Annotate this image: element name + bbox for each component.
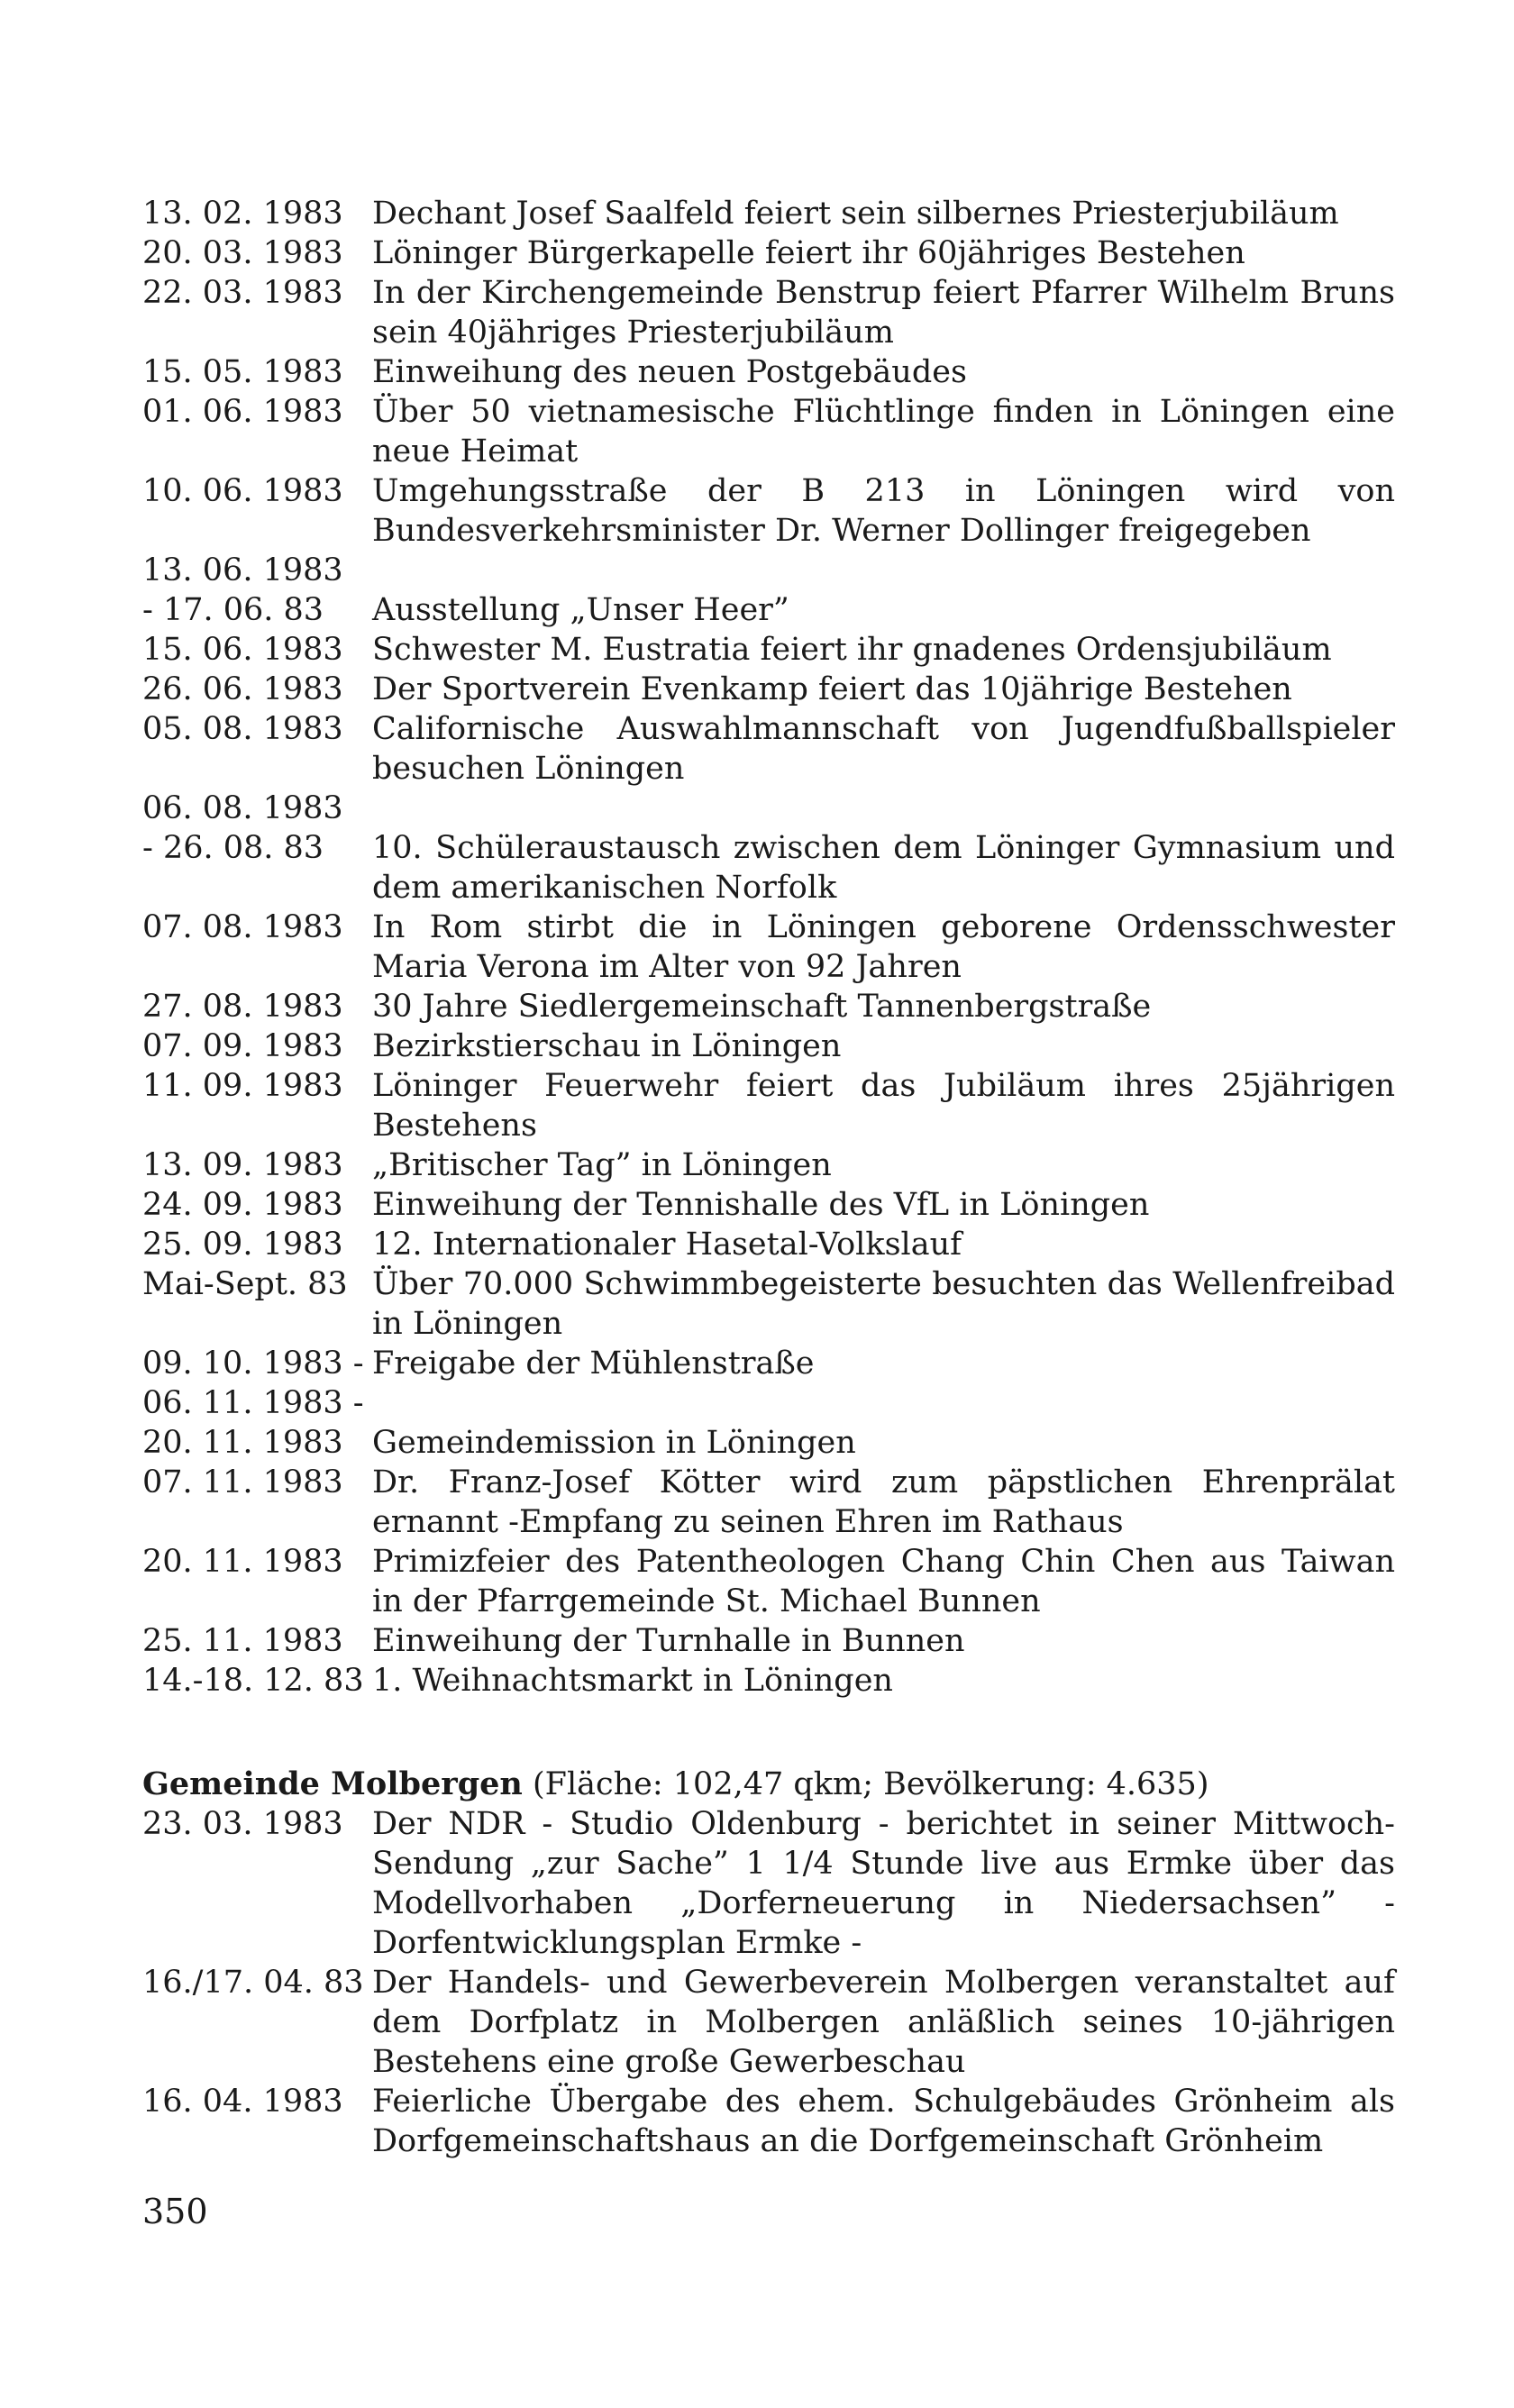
entry-text: Californische Auswahlmannschaft von Jugendfußballspieler besuchen Löningen bbox=[372, 711, 1395, 787]
entry-date: 26. 06. 1983 bbox=[142, 671, 343, 707]
chronicle-entry bbox=[142, 1963, 1395, 2082]
chronicle-entry bbox=[142, 1423, 1395, 1463]
entry-date: 20. 03. 1983 bbox=[142, 235, 343, 271]
entry-date: 07. 08. 1983 bbox=[142, 909, 343, 945]
entry-date: 11. 09. 1983 bbox=[142, 1068, 343, 1104]
entry-date: 15. 06. 1983 bbox=[142, 632, 343, 668]
chronicle-entry bbox=[142, 194, 1395, 233]
entry-text: Dr. Franz-Josef Kötter wird zum päpstlichen Ehrenprälat ernannt -Empfang zu seinen Ehren im Rathaus bbox=[372, 1464, 1395, 1540]
entry-text: Einweihung der Tennishalle des VfL in Löningen bbox=[372, 1187, 1150, 1223]
entry-date: 25. 11. 1983 bbox=[142, 1623, 343, 1659]
entry-date: - 26. 08. 83 bbox=[142, 830, 324, 866]
chronicle-entry bbox=[142, 709, 1395, 789]
chronicle-entry bbox=[142, 2082, 1395, 2161]
chronicle-entry bbox=[142, 551, 1395, 590]
entry-text: Ausstellung „Unser Heer” bbox=[372, 592, 789, 628]
entry-date: 13. 02. 1983 bbox=[142, 196, 343, 232]
entry-text: 1. Weihnachtsmarkt in Löningen bbox=[372, 1663, 893, 1699]
section-heading-molbergen bbox=[142, 1765, 1395, 1804]
entry-date: 13. 06. 1983 bbox=[142, 552, 343, 588]
chronicle-entry bbox=[142, 1344, 1395, 1383]
section-heading-title: Gemeinde Molbergen bbox=[142, 1765, 523, 1802]
entry-date: 27. 08. 1983 bbox=[142, 989, 343, 1025]
chronicle-entry bbox=[142, 670, 1395, 709]
entry-date: 07. 09. 1983 bbox=[142, 1028, 343, 1064]
chronicle-entry bbox=[142, 1621, 1395, 1661]
chronicle-entry bbox=[142, 630, 1395, 670]
entry-text bbox=[372, 789, 1395, 828]
chronicle-entry bbox=[142, 1264, 1395, 1344]
entry-text: Einweihung der Turnhalle in Bunnen bbox=[372, 1623, 965, 1659]
entry-text: Feierliche Übergabe des ehem. Schulgebäudes Grönheim als Dorfgemeinschaftshaus an die Dorfgemeinschaft Grönheim bbox=[372, 2084, 1395, 2159]
chronicle-entry bbox=[142, 1185, 1395, 1225]
entry-date: 22. 03. 1983 bbox=[142, 275, 343, 311]
entry-date: 05. 08. 1983 bbox=[142, 711, 343, 747]
entry-date: 20. 11. 1983 bbox=[142, 1544, 343, 1580]
chronicle-entry bbox=[142, 590, 1395, 630]
entry-text: Gemeindemission in Löningen bbox=[372, 1425, 856, 1461]
entry-text: Der Handels- und Gewerbeverein Molbergen veranstaltet auf dem Dorfplatz in Molbergen anläßlich seines 10-jährigen Bestehens eine große Gewerbeschau bbox=[372, 1965, 1395, 2080]
chronicle-entry bbox=[142, 273, 1395, 352]
chronicle-list-loeningen bbox=[142, 194, 1395, 1701]
chronicle-entry bbox=[142, 1066, 1395, 1145]
entry-text: Löninger Bürgerkapelle feiert ihr 60jähriges Bestehen bbox=[372, 235, 1245, 271]
entry-date: 13. 09. 1983 bbox=[142, 1147, 343, 1183]
entry-date: Mai-Sept. 83 bbox=[142, 1266, 348, 1302]
entry-text: Der Sportverein Evenkamp feiert das 10jährige Bestehen bbox=[372, 671, 1292, 707]
entry-text: Einweihung des neuen Postgebäudes bbox=[372, 354, 967, 390]
entry-text bbox=[372, 1383, 1395, 1423]
chronicle-entry bbox=[142, 392, 1395, 471]
chronicle-entry bbox=[142, 1026, 1395, 1066]
entry-text: In Rom stirbt die in Löningen geborene Ordensschwester Maria Verona im Alter von 92 Jahren bbox=[372, 909, 1395, 985]
entry-text: „Britischer Tag” in Löningen bbox=[372, 1147, 832, 1183]
chronicle-entry bbox=[142, 1804, 1395, 1963]
chronicle-entry bbox=[142, 471, 1395, 551]
chronicle-entry bbox=[142, 828, 1395, 908]
entry-text: Löninger Feuerwehr feiert das Jubiläum ihres 25jährigen Bestehens bbox=[372, 1068, 1395, 1144]
entry-date: 15. 05. 1983 bbox=[142, 354, 343, 390]
entry-date: 07. 11. 1983 bbox=[142, 1464, 343, 1500]
entry-text: Dechant Josef Saalfeld feiert sein silbernes Priesterjubiläum bbox=[372, 196, 1339, 232]
entry-date: 01. 06. 1983 bbox=[142, 394, 343, 430]
entry-text: Über 70.000 Schwimmbegeisterte besuchten das Wellenfreibad in Löningen bbox=[372, 1266, 1395, 1342]
chronicle-entry bbox=[142, 908, 1395, 987]
entry-date: 14.-18. 12. 83 bbox=[142, 1663, 364, 1699]
entry-text: Umgehungsstraße der B 213 in Löningen wird von Bundesverkehrsminister Dr. Werner Dollinger freigegeben bbox=[372, 473, 1395, 549]
chronicle-entry bbox=[142, 1463, 1395, 1542]
entry-date: 10. 06. 1983 bbox=[142, 473, 343, 509]
entry-date: 16. 04. 1983 bbox=[142, 2084, 343, 2120]
entry-text: Der NDR - Studio Oldenburg - berichtet in seiner Mittwoch-Sendung „zur Sache” 1 1/4 Stunde live aus Ermke über das Modellvorhaben „Dorferneuerung in Niedersachsen” - Dorfentwicklungsplan Ermke - bbox=[372, 1806, 1395, 1961]
entry-date: 16./17. 04. 83 bbox=[142, 1965, 364, 2001]
chronicle-entry bbox=[142, 987, 1395, 1026]
entry-date: 25. 09. 1983 bbox=[142, 1227, 343, 1263]
chronicle-list-molbergen bbox=[142, 1765, 1395, 2161]
chronicle-entry bbox=[142, 1145, 1395, 1185]
entries-molbergen bbox=[142, 1804, 1395, 2161]
entry-text: Freigabe der Mühlenstraße bbox=[372, 1345, 815, 1382]
entry-text: Über 50 vietnamesische Flüchtlinge finden in Löningen eine neue Heimat bbox=[372, 394, 1395, 470]
entry-text bbox=[372, 551, 1395, 590]
entry-text: Bezirkstierschau in Löningen bbox=[372, 1028, 842, 1064]
chronicle-entry bbox=[142, 1661, 1395, 1701]
entry-date: 23. 03. 1983 bbox=[142, 1806, 343, 1842]
chronicle-entry bbox=[142, 352, 1395, 392]
chronicle-entry bbox=[142, 1383, 1395, 1423]
page-number: 350 bbox=[142, 2192, 208, 2231]
entry-date: 20. 11. 1983 bbox=[142, 1425, 343, 1461]
entry-date: - 17. 06. 83 bbox=[142, 592, 324, 628]
chronicle-entry bbox=[142, 1542, 1395, 1621]
entry-text: 10. Schüleraustausch zwischen dem Löninger Gymnasium und dem amerikanischen Norfolk bbox=[372, 830, 1395, 906]
chronicle-entry bbox=[142, 789, 1395, 828]
entry-date: 09. 10. 1983 - bbox=[142, 1345, 364, 1382]
section-heading-details: (Fläche: 102,47 qkm; Bevölkerung: 4.635) bbox=[522, 1766, 1209, 1802]
entry-date: 06. 11. 1983 - bbox=[142, 1385, 364, 1421]
entry-date: 24. 09. 1983 bbox=[142, 1187, 343, 1223]
entry-text: Primizfeier des Patentheologen Chang Chin Chen aus Taiwan in der Pfarrgemeinde St. Michael Bunnen bbox=[372, 1544, 1395, 1619]
entry-text: In der Kirchengemeinde Benstrup feiert Pfarrer Wilhelm Bruns sein 40jähriges Priesterjubiläum bbox=[372, 275, 1395, 351]
chronicle-entry bbox=[142, 233, 1395, 273]
entry-date: 06. 08. 1983 bbox=[142, 790, 343, 826]
entry-text: 30 Jahre Siedlergemeinschaft Tannenbergstraße bbox=[372, 989, 1152, 1025]
entry-text: 12. Internationaler Hasetal-Volkslauf bbox=[372, 1227, 962, 1263]
chronicle-entry bbox=[142, 1225, 1395, 1264]
entry-text: Schwester M. Eustratia feiert ihr gnadenes Ordensjubiläum bbox=[372, 632, 1332, 668]
